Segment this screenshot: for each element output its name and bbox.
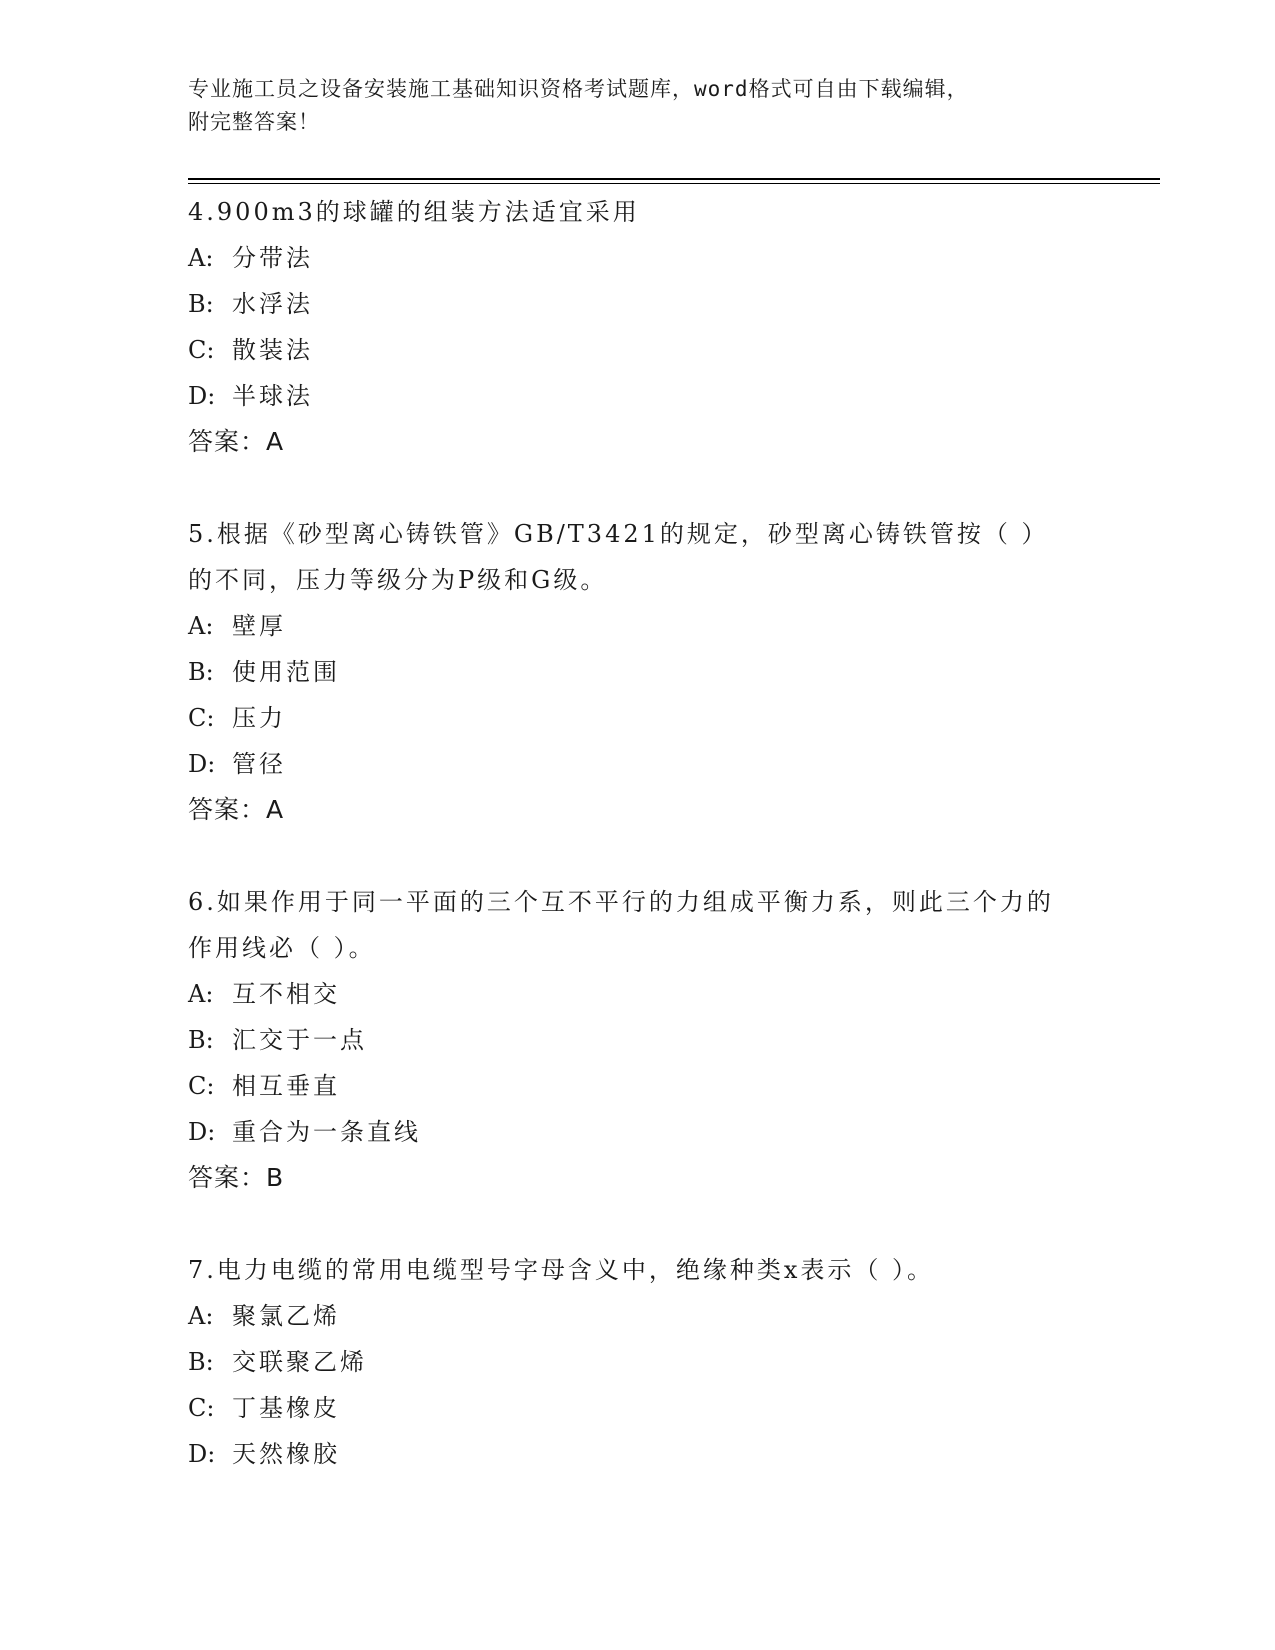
option-d [188,373,1088,419]
option-b [188,281,1088,327]
question-text: 7.电力电缆的常用电缆型号字母含义中，绝缘种类x表示（ ）。 [188,1256,935,1284]
option-text: 壁厚 [232,612,286,640]
question-4 [188,189,1088,465]
option-d [188,1109,1088,1155]
option-letter: D: [188,1118,216,1146]
option-b [188,1017,1088,1063]
option-text: 丁基橡皮 [232,1394,340,1422]
answer-line: 答案：A [188,427,285,456]
answer-line: 答案：A [188,795,285,824]
option-letter: D: [188,382,216,410]
option-letter: D: [188,1440,216,1468]
option-letter: B: [188,1026,214,1054]
question-text: 6.如果作用于同一平面的三个互不平行的力组成平衡力系，则此三个力的作用线必（ ）。 [188,888,1054,962]
option-d [188,1431,1088,1477]
option-text: 互不相交 [232,980,340,1008]
option-letter: B: [188,290,214,318]
header-line-2: 附完整答案！ [188,110,320,134]
option-letter: A: [188,612,214,640]
header-divider-thick [188,178,1160,180]
option-c [188,1385,1088,1431]
option-text: 相互垂直 [232,1072,340,1100]
option-text: 压力 [232,704,286,732]
question-6 [188,879,1088,1201]
question-text: 5.根据《砂型离心铸铁管》GB/T3421的规定，砂型离心铸铁管按（ ）的不同，压力等级分为P级和G级。 [188,520,1049,594]
option-text: 天然橡胶 [232,1440,340,1468]
question-5 [188,511,1088,833]
document-header [188,73,1068,139]
option-letter: A: [188,1302,214,1330]
option-letter: C: [188,1394,215,1422]
question-text: 4.900m3的球罐的组装方法适宜采用 [188,198,640,226]
option-text: 汇交于一点 [232,1026,367,1054]
option-a [188,235,1088,281]
option-letter: A: [188,980,214,1008]
option-letter: B: [188,1348,214,1376]
option-letter: B: [188,658,214,686]
option-text: 交联聚乙烯 [232,1348,367,1376]
question-list [188,189,1088,1523]
header-line-1: 专业施工员之设备安装施工基础知识资格考试题库，word格式可自由下载编辑， [188,77,969,101]
option-letter: D: [188,750,216,778]
option-letter: C: [188,336,215,364]
option-c [188,1063,1088,1109]
option-text: 分带法 [232,244,313,272]
option-a [188,603,1088,649]
option-text: 聚氯乙烯 [232,1302,340,1330]
option-text: 管径 [232,750,286,778]
option-c [188,695,1088,741]
option-letter: C: [188,704,215,732]
option-d [188,741,1088,787]
option-a [188,971,1088,1017]
option-letter: A: [188,244,214,272]
option-b [188,1339,1088,1385]
option-text: 散装法 [232,336,313,364]
option-text: 重合为一条直线 [232,1118,421,1146]
option-a [188,1293,1088,1339]
option-text: 水浮法 [232,290,313,318]
question-7 [188,1247,1088,1477]
option-c [188,327,1088,373]
answer-line: 答案：B [188,1163,285,1192]
option-letter: C: [188,1072,215,1100]
option-text: 半球法 [232,382,313,410]
option-text: 使用范围 [232,658,340,686]
header-divider-thin [188,183,1160,184]
option-b [188,649,1088,695]
